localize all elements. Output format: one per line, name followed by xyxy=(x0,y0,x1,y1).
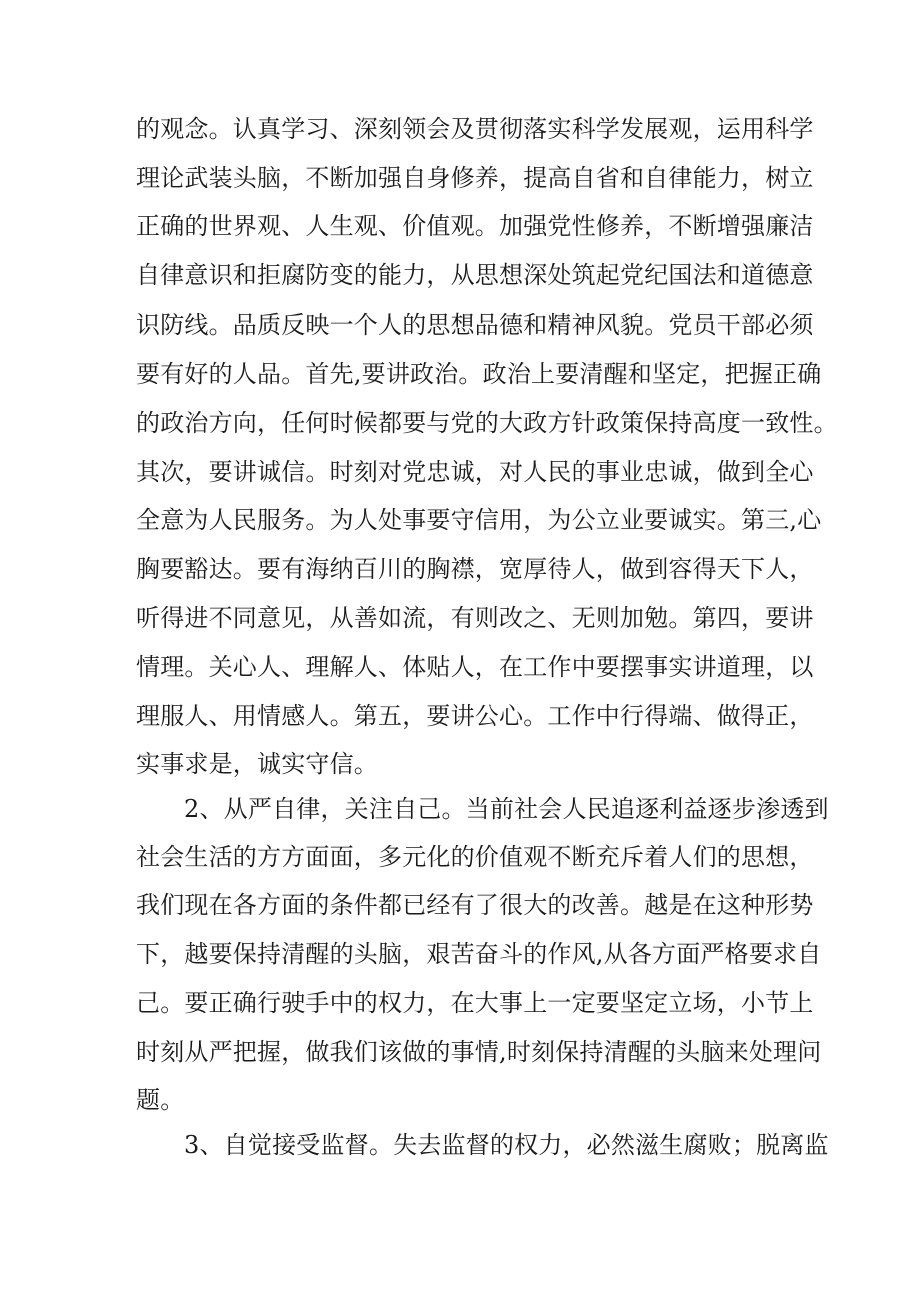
text-line: 实事求是，诚实守信。 xyxy=(136,750,378,778)
paragraph-3-first-line: 3、自觉接受监督。失去监督的权力，必然滋生腐败；脱离监 xyxy=(184,1131,829,1159)
text-line: 理论武装头脑，不断加强自身修养，提高自省和自律能力，树立 xyxy=(136,164,814,192)
text-line: 自律意识和拒腐防变的能力，从思想深处筑起党纪国法和道德意 xyxy=(136,261,814,289)
text-line: 题。 xyxy=(136,1086,185,1114)
text-line: 己。要正确行驶手中的权力，在大事上一定要坚定立场，小节上 xyxy=(136,989,814,1017)
text-line: 全意为人民服务。为人处事要守信用，为公立业要诚实。第三,心 xyxy=(136,506,822,534)
text-line: 识防线。品质反映一个人的思想品德和精神风貌。党员干部必须 xyxy=(136,311,814,339)
text-line: 情理。关心人、理解人、体贴人，在工作中要摆事实讲道理，以 xyxy=(136,653,814,681)
paragraph-2-first-line: 2、从严自律，关注自己。当前社会人民追逐利益逐步渗透到 xyxy=(184,795,829,823)
text-line: 社会生活的方方面面，多元化的价值观不断充斥着人们的思想， xyxy=(136,843,814,871)
text-line: 其次，要讲诚信。时刻对党忠诚，对人民的事业忠诚，做到全心 xyxy=(136,458,814,486)
text-line: 我们现在各方面的条件都已经有了很大的改善。越是在这种形势 xyxy=(136,891,814,919)
text-line: 理服人、用情感人。第五，要讲公心。工作中行得端、做得正， xyxy=(136,702,814,730)
text-line: 的政治方向，任何时候都要与党的大政方针政策保持高度一致性。 xyxy=(136,409,838,437)
text-line: 要有好的人品。首先,要讲政治。政治上要清醒和坚定，把握正确 xyxy=(136,360,822,388)
text-line: 胸要豁达。要有海纳百川的胸襟，宽厚待人，做到容得天下人， xyxy=(136,555,814,583)
text-line: 听得进不同意见，从善如流，有则改之、无则加勉。第四，要讲 xyxy=(136,604,814,632)
text-line: 下，越要保持清醒的头脑，艰苦奋斗的作风,从各方面严格要求自 xyxy=(136,940,822,968)
text-line: 的观念。认真学习、深刻领会及贯彻落实科学发展观，运用科学 xyxy=(136,115,814,143)
text-line: 正确的世界观、人生观、价值观。加强党性修养，不断增强廉洁 xyxy=(136,212,814,240)
text-line: 时刻从严把握，做我们该做的事情,时刻保持清醒的头脑来处理问 xyxy=(136,1038,822,1066)
